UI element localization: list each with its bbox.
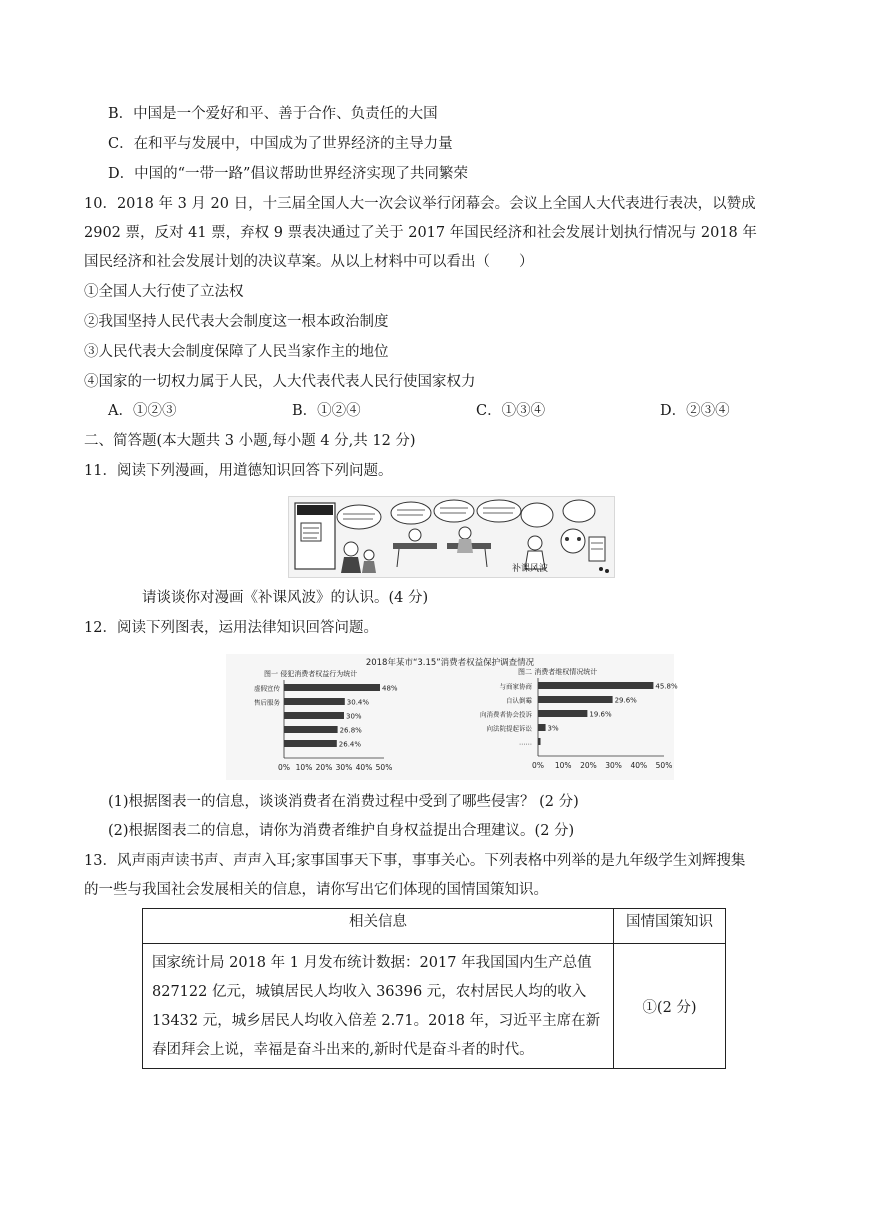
q12-sub1: (1)根据图表一的信息，谈谈消费者在消费过程中受到了哪些侵害？ (2 分)	[108, 794, 579, 810]
q10-item-3: ③人民代表大会制度保障了人民当家作主的地位	[84, 344, 389, 360]
chart1-subtitle: 图一 侵犯消费者权益行为统计	[264, 670, 358, 678]
chart1-value-label: 48%	[382, 684, 398, 693]
chart2-tick-label: 30%	[605, 761, 622, 770]
chart1-tick-label: 0%	[278, 763, 290, 772]
q13-stem-line1: 13．风声雨声读书声、声声入耳;家事国事天下事，事事关心。下列表格中列举的是九年级学生刘辉搜集	[84, 853, 746, 869]
q11-prompt: 请谈谈你对漫画《补课风波》的认识。(4 分)	[142, 590, 429, 606]
chart2-category-label: 与商家协商	[499, 682, 532, 691]
chart2-value-label: 29.6%	[614, 696, 637, 705]
q12-sub2: (2)根据图表二的信息，请你为消费者维护自身权益提出合理建议。(2 分)	[108, 823, 575, 839]
chart1-tick-label: 20%	[315, 763, 333, 772]
q10-stem-line3: 国民经济和社会发展计划的决议草案。从以上材料中可以看出（ ）	[84, 254, 534, 270]
chart1-bar-5	[284, 740, 337, 747]
comic-image	[288, 496, 615, 578]
table-header-row	[143, 909, 726, 944]
q10-item-4: ④国家的一切权力属于人民，人大代表代表人民行使国家权力	[84, 374, 476, 390]
chart2-category-label: 向法院提起诉讼	[486, 724, 532, 733]
chart-main-title: 2018年某市“3.15”消费者权益保护调查情况	[365, 658, 535, 668]
chart2-tick-label: 10%	[554, 761, 572, 770]
survey-charts	[226, 654, 678, 780]
q9-option-d: D．中国的“一带一路”倡议帮助世界经济实现了共同繁荣	[108, 166, 468, 182]
q13-stem-line2: 的一些与我国社会发展相关的信息，请你写出它们体现的国情国策知识。	[84, 882, 548, 898]
q12-stem: 12．阅读下列图表，运用法律知识回答问题。	[84, 620, 378, 636]
chart1-category-label: 虚假宣传	[254, 684, 280, 693]
chart1-tick-label: 50%	[375, 763, 393, 772]
chart2-subtitle: 图二 消费者维权情况统计	[518, 668, 598, 676]
comic-caption: 补课风波	[512, 564, 549, 574]
table-row	[143, 944, 726, 1069]
q9-option-b: B．中国是一个爱好和平、善于合作、负责任的大国	[108, 106, 438, 122]
q9-option-c: C．在和平与发展中，中国成为了世界经济的主导力量	[108, 136, 453, 152]
chart2-bar-3	[538, 710, 587, 717]
chart2-tick-label: 0%	[532, 761, 544, 770]
info-line-4: 春团拜会上说，幸福是奋斗出来的,新时代是奋斗者的时代。	[152, 1042, 534, 1058]
chart1-value-label: 26.4%	[338, 740, 362, 749]
info-line-1: 国家统计局 2018 年 1 月发布统计数据：2017 年我国国内生产总值	[152, 955, 592, 971]
chart1-bar-4	[284, 726, 338, 733]
header-related-info: 相关信息	[143, 909, 614, 944]
q10-choice-a: A．①②③	[108, 403, 177, 419]
q10-stem-line1: 10．2018 年 3 月 20 日，十三届全国人大一次会议举行闭幕会。会议上全国人大代表进行表决，以赞成	[84, 196, 756, 212]
section-2-title: 二、简答题(本大题共 3 小题,每小题 4 分,共 12 分)	[84, 433, 416, 449]
chart1-tick-label: 10%	[295, 763, 313, 772]
q11-stem: 11．阅读下列漫画，用道德知识回答下列问题。	[84, 463, 393, 479]
chart2-value-label: 3%	[547, 724, 559, 733]
chart1-value-label: 30.4%	[346, 698, 370, 707]
chart2-bar-4	[538, 724, 546, 731]
header-national-policy: 国情国策知识	[614, 909, 726, 944]
q10-item-1: ①全国人大行使了立法权	[84, 284, 244, 300]
chart2-bar-5	[538, 738, 541, 745]
chart2-tick-label: 40%	[630, 761, 648, 770]
q10-choice-c: C．①③④	[476, 403, 546, 419]
chart2-bar-2	[538, 696, 613, 703]
comic-drawing	[289, 497, 614, 577]
chart2-category-label: ……	[519, 738, 532, 747]
info-line-3: 13432 元，城乡居民人均收入倍差 2.71。2018 年，习近平主席在新	[152, 1013, 601, 1029]
info-line-2: 827122 亿元，城镇居民人均收入 36396 元，农村居民人均的收入	[152, 984, 587, 1000]
q10-item-2: ②我国坚持人民代表大会制度这一根本政治制度	[84, 314, 389, 330]
info-cell	[143, 944, 614, 1069]
chart2-category-label: 自认倒霉	[506, 696, 532, 705]
q10-choice-d: D．②③④	[660, 403, 730, 419]
chart2-value-label: 19.6%	[589, 710, 612, 719]
chart1-value-label: 26.8%	[339, 726, 362, 735]
survey-charts-svg	[226, 654, 678, 780]
chart2-category-label: 向消费者协会投诉	[480, 710, 532, 719]
chart2-value-label: 45.8%	[655, 682, 678, 691]
q10-choice-b: B．①②④	[292, 403, 361, 419]
q10-stem-line2: 2902 票，反对 41 票，弃权 9 票表决通过了关于 2017 年国民经济和社会发展计划执行情况与 2018 年	[84, 225, 757, 241]
chart1-category-label: 售后服务	[254, 698, 280, 707]
chart1-value-label: 30%	[346, 712, 362, 721]
chart1-bar-1	[284, 684, 380, 691]
chart1-tick-label: 30%	[335, 763, 353, 772]
chart2-tick-label: 20%	[580, 761, 597, 770]
answer-cell[interactable]: ①(2 分)	[614, 944, 726, 1069]
chart1-tick-label: 40%	[355, 763, 373, 772]
chart1-bar-2	[284, 698, 345, 705]
chart2-bar-1	[538, 682, 653, 689]
chart1-bar-3	[284, 712, 344, 719]
chart2-tick-label: 50%	[655, 761, 673, 770]
info-table	[142, 908, 726, 1069]
